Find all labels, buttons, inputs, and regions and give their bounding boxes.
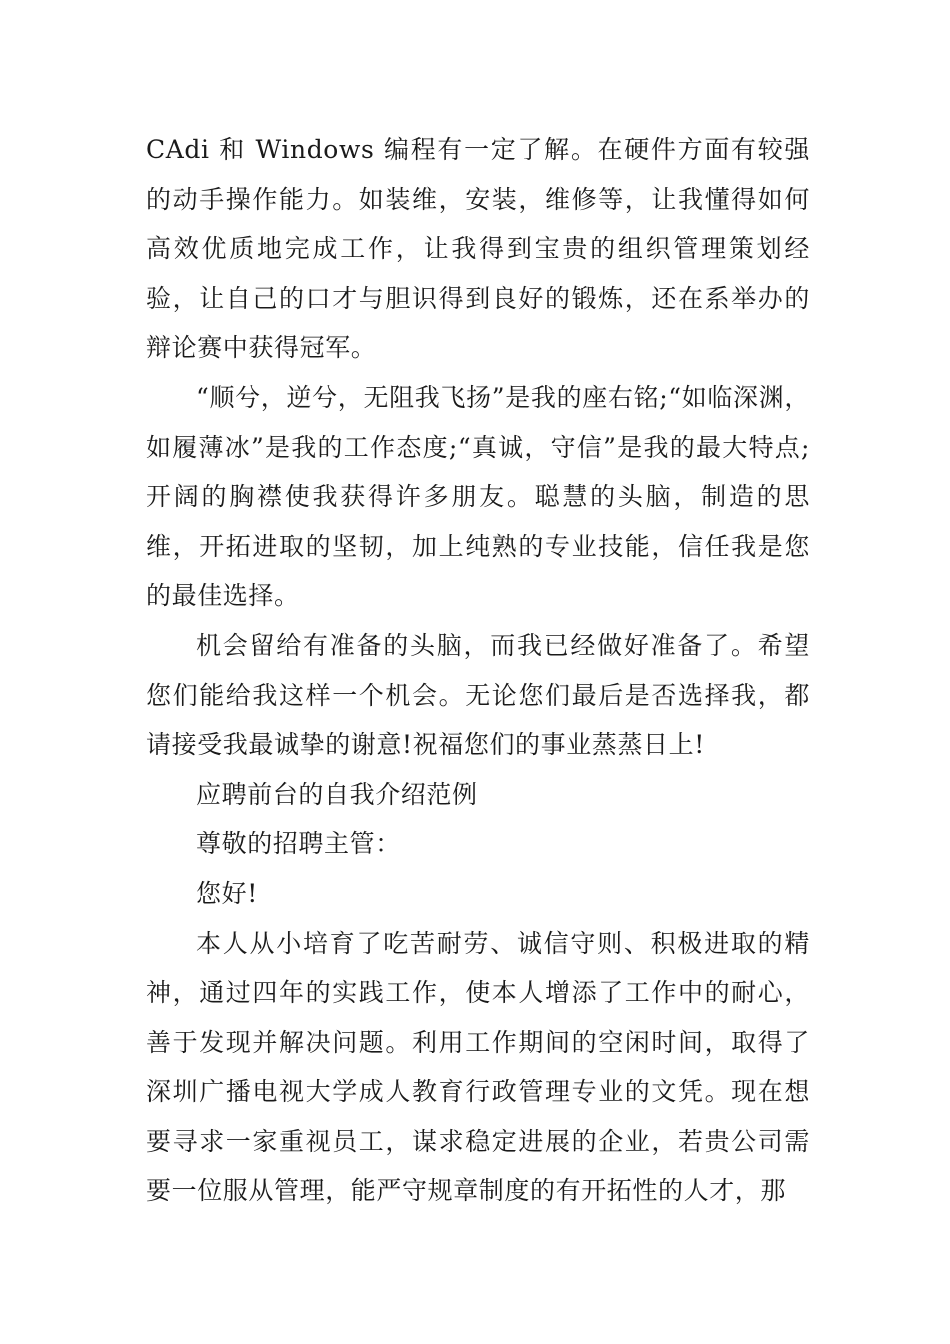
salutation: 尊敬的招聘主管： — [196, 829, 401, 859]
greeting: 您好! — [196, 878, 258, 908]
paragraph-continuation: CAdi 和 Windows 编程有一定了解。在硬件方面有较强的动手操作能力。如装维，安装，维修等，让我懂得如何高效优质地完成工作，让我得到宝贵的组织管理策划经验，让自己的口才与胆识得到良好的锻炼，还在系举办的辩论赛中获得冠军。 — [146, 135, 810, 363]
paragraph-introduction: 本人从小培育了吃苦耐劳、诚信守则、积极进取的精神，通过四年的实践工作，使本人增添了工作中的耐心，善于发现并解决问题。利用工作期间的空闲时间，取得了深圳广播电视大学成人教育行政管理专业的文凭。现在想要寻求一家重视员工，谋求稳定进展的企业，若贵公司需要一位服从管理，能严守规章制度的有开拓性的人才，那 — [146, 928, 810, 1206]
section-heading: 应聘前台的自我介绍范例 — [196, 779, 478, 809]
document-body — [146, 125, 810, 1216]
paragraph-closing: 机会留给有准备的头脑，而我已经做好准备了。希望您们能给我这样一个机会。无论您们最后是否选择我，都请接受我最诚挚的谢意!祝福您们的事业蒸蒸日上! — [146, 630, 810, 760]
paragraph-motto: “顺兮，逆兮，无阻我飞扬”是我的座右铭;“如临深渊，如履薄冰”是我的工作态度;“真诚，守信”是我的最大特点;开阔的胸襟使我获得许多朋友。聪慧的头脑，制造的思维，开拓进取的坚韧，加上纯熟的专业技能，信任我是您的最佳选择。 — [146, 382, 810, 611]
